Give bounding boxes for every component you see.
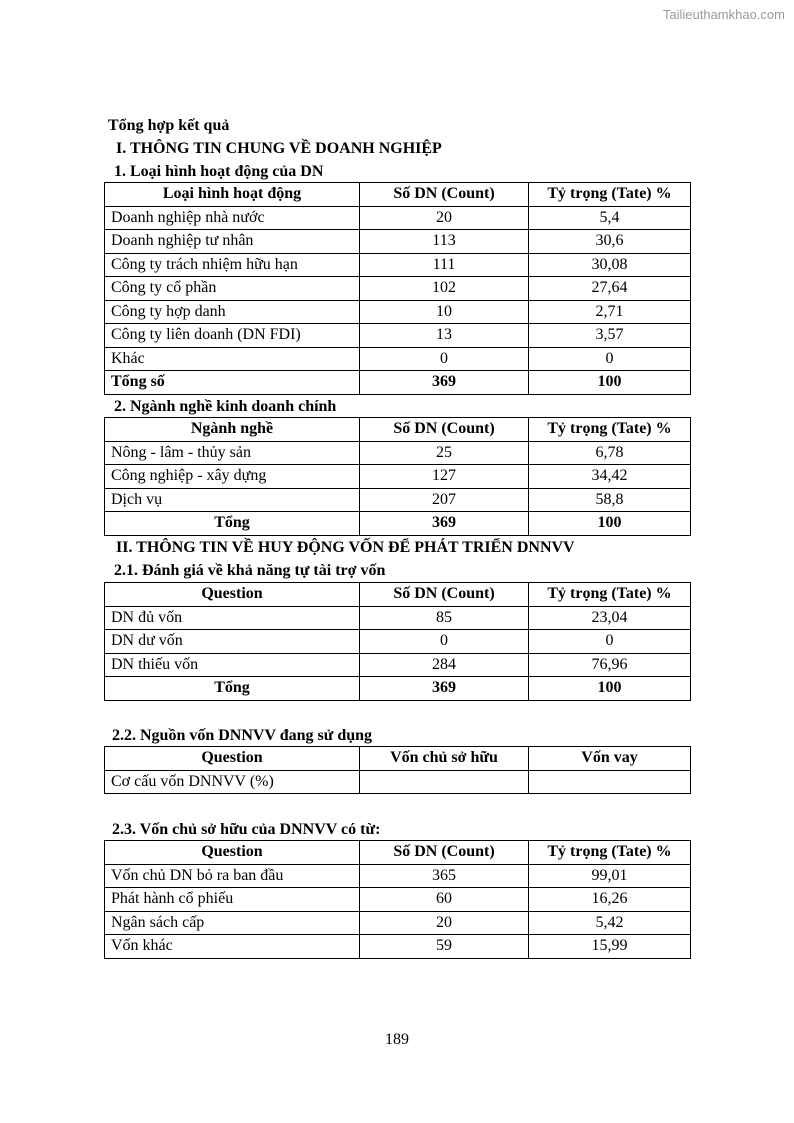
table-row — [105, 253, 691, 277]
table-row — [105, 465, 691, 489]
table-row — [105, 347, 691, 371]
table-total-row — [105, 371, 691, 395]
column-header: Question — [105, 747, 360, 771]
table-row — [105, 653, 691, 677]
rate-cell: 5,42 — [529, 911, 691, 935]
rate-cell: 0 — [529, 347, 691, 371]
table-row — [105, 277, 691, 301]
equity-source-table — [104, 840, 691, 959]
count-cell: 85 — [360, 606, 529, 630]
total-count: 369 — [360, 371, 529, 395]
row-label: Ngân sách cấp — [105, 911, 360, 935]
count-cell: 127 — [360, 465, 529, 489]
table-row — [105, 770, 691, 794]
row-label: Cơ cấu vốn DNNVV (%) — [105, 770, 360, 794]
row-label: DN dư vốn — [105, 630, 360, 654]
count-cell: 59 — [360, 935, 529, 959]
count-cell: 113 — [360, 230, 529, 254]
rate-cell: 5,4 — [529, 206, 691, 230]
count-cell: 20 — [360, 206, 529, 230]
loan-cell — [529, 770, 691, 794]
column-header: Question — [105, 583, 360, 607]
total-count: 369 — [360, 677, 529, 701]
row-label: Dịch vụ — [105, 488, 360, 512]
total-rate: 100 — [529, 677, 691, 701]
count-cell: 0 — [360, 347, 529, 371]
watermark: Tailieuthamkhao.com — [662, 7, 785, 22]
row-label: Nông - lâm - thủy sản — [105, 441, 360, 465]
row-label: Công nghiệp - xây dựng — [105, 465, 360, 489]
column-header: Số DN (Count) — [360, 583, 529, 607]
row-label: Doanh nghiệp nhà nước — [105, 206, 360, 230]
table-header-row — [105, 183, 691, 207]
table-row — [105, 230, 691, 254]
row-label: Vốn chủ DN bỏ ra ban đầu — [105, 864, 360, 888]
count-cell: 284 — [360, 653, 529, 677]
section1-title: I. THÔNG TIN CHUNG VỀ DOANH NGHIỆP — [116, 140, 442, 157]
industry-table — [104, 417, 691, 536]
rate-cell: 30,08 — [529, 253, 691, 277]
table-row — [105, 864, 691, 888]
total-label: Tổng — [105, 512, 360, 536]
column-header: Số DN (Count) — [360, 841, 529, 865]
rate-cell: 3,57 — [529, 324, 691, 348]
column-header: Số DN (Count) — [360, 418, 529, 442]
count-cell: 25 — [360, 441, 529, 465]
column-header: Tỷ trọng (Tate) % — [529, 841, 691, 865]
table-row — [105, 888, 691, 912]
column-header: Vốn vay — [529, 747, 691, 771]
rate-cell: 0 — [529, 630, 691, 654]
count-cell: 20 — [360, 911, 529, 935]
table-row — [105, 606, 691, 630]
business-type-table — [104, 182, 691, 395]
count-cell: 13 — [360, 324, 529, 348]
table-row — [105, 206, 691, 230]
column-header: Tỷ trọng (Tate) % — [529, 418, 691, 442]
total-label: Tổng số — [105, 371, 360, 395]
column-header: Question — [105, 841, 360, 865]
table-total-row — [105, 677, 691, 701]
table-total-row — [105, 512, 691, 536]
table-row — [105, 324, 691, 348]
table-header-row — [105, 418, 691, 442]
rate-cell: 99,01 — [529, 864, 691, 888]
row-label: Công ty hợp danh — [105, 300, 360, 324]
total-count: 369 — [360, 512, 529, 536]
total-label: Tổng — [105, 677, 360, 701]
column-header: Ngành nghề — [105, 418, 360, 442]
table-row — [105, 488, 691, 512]
table1-title: 1. Loại hình hoạt động của DN — [114, 163, 324, 180]
rate-cell: 23,04 — [529, 606, 691, 630]
count-cell: 0 — [360, 630, 529, 654]
table4-title: 2.2. Nguồn vốn DNNVV đang sử dụng — [112, 727, 373, 744]
table-row — [105, 300, 691, 324]
section2-title: II. THÔNG TIN VỀ HUY ĐỘNG VỐN ĐỂ PHÁT TRIỂN DNNVV — [116, 539, 575, 556]
count-cell: 207 — [360, 488, 529, 512]
row-label: Công ty cổ phần — [105, 277, 360, 301]
total-rate: 100 — [529, 512, 691, 536]
table-row — [105, 630, 691, 654]
table-header-row — [105, 583, 691, 607]
count-cell: 365 — [360, 864, 529, 888]
page-number: 189 — [385, 1031, 409, 1048]
table-header-row — [105, 747, 691, 771]
table-header-row — [105, 841, 691, 865]
rate-cell: 15,99 — [529, 935, 691, 959]
column-header: Loại hình hoạt động — [105, 183, 360, 207]
row-label: Doanh nghiệp tư nhân — [105, 230, 360, 254]
capital-structure-table — [104, 746, 691, 794]
row-label: DN thiếu vốn — [105, 653, 360, 677]
total-rate: 100 — [529, 371, 691, 395]
rate-cell: 27,64 — [529, 277, 691, 301]
table-row — [105, 935, 691, 959]
rate-cell: 30,6 — [529, 230, 691, 254]
rate-cell: 16,26 — [529, 888, 691, 912]
table2-title: 2. Ngành nghề kinh doanh chính — [114, 398, 337, 415]
count-cell: 60 — [360, 888, 529, 912]
rate-cell: 58,8 — [529, 488, 691, 512]
rate-cell: 2,71 — [529, 300, 691, 324]
column-header: Số DN (Count) — [360, 183, 529, 207]
self-financing-table — [104, 582, 691, 701]
row-label: Vốn khác — [105, 935, 360, 959]
count-cell: 102 — [360, 277, 529, 301]
row-label: Công ty liên doanh (DN FDI) — [105, 324, 360, 348]
rate-cell: 34,42 — [529, 465, 691, 489]
rate-cell: 6,78 — [529, 441, 691, 465]
rate-cell: 76,96 — [529, 653, 691, 677]
row-label: Công ty trách nhiệm hữu hạn — [105, 253, 360, 277]
column-header: Vốn chủ sở hữu — [360, 747, 529, 771]
count-cell: 10 — [360, 300, 529, 324]
column-header: Tỷ trọng (Tate) % — [529, 583, 691, 607]
table-row — [105, 441, 691, 465]
table-row — [105, 911, 691, 935]
table3-title: 2.1. Đánh giá về khả năng tự tài trợ vốn — [114, 562, 386, 579]
row-label: DN đủ vốn — [105, 606, 360, 630]
count-cell: 111 — [360, 253, 529, 277]
table5-title: 2.3. Vốn chủ sở hữu của DNNVV có từ: — [112, 821, 381, 838]
column-header: Tỷ trọng (Tate) % — [529, 183, 691, 207]
equity-cell — [360, 770, 529, 794]
row-label: Phát hành cổ phiếu — [105, 888, 360, 912]
summary-title: Tổng hợp kết quả — [108, 117, 230, 134]
row-label: Khác — [105, 347, 360, 371]
